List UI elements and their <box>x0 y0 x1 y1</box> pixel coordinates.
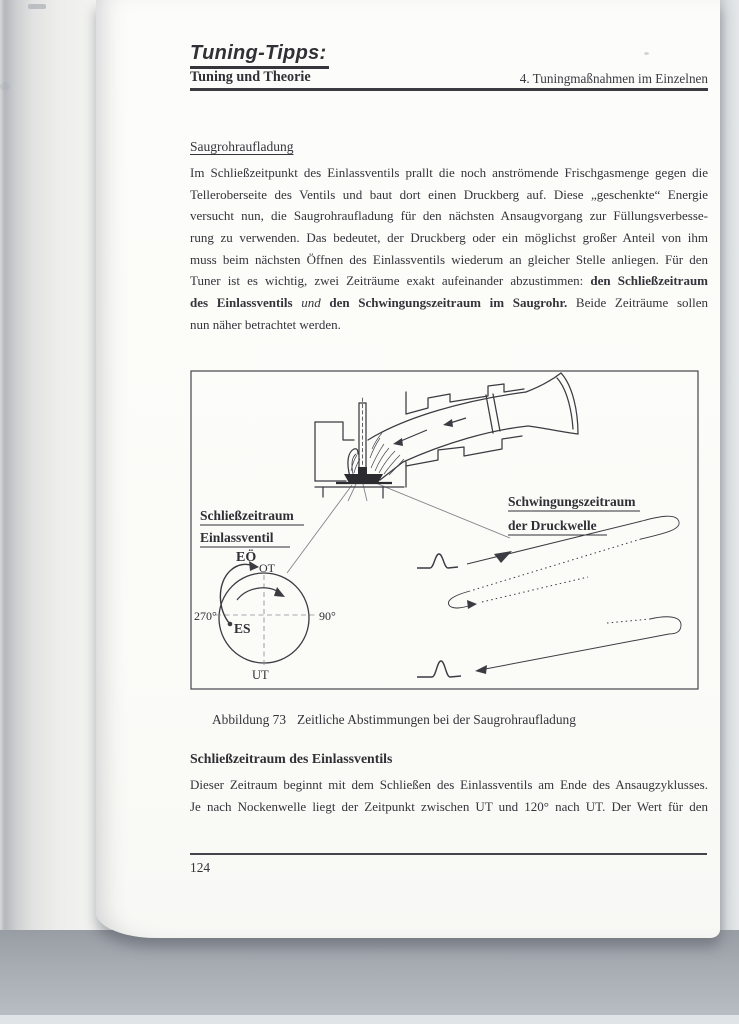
wave-turn-3 <box>650 617 681 634</box>
scan-right-shadow <box>720 0 739 1024</box>
text-line: Je nach Nockenwelle liegt der Zeitpunkt zwischen UT und 120° nach UT. Der Wert für den <box>190 798 708 814</box>
wave-arrowhead-return <box>475 665 487 674</box>
valve-head <box>344 467 383 483</box>
scan-artifact <box>644 52 649 55</box>
paragraph-1 <box>190 162 708 336</box>
scan-artifact <box>28 4 46 9</box>
book-page <box>96 0 720 938</box>
dial-label-90: 90° <box>319 609 336 623</box>
rotation-arrow <box>237 588 280 600</box>
valve-label-line1: Schließzeitraum <box>200 508 294 523</box>
valve-label-line2: Einlassventil <box>200 530 274 545</box>
text-line: Dieser Zeitraum beginnt mit dem Schließen des Einlassventils am Ende des Ansaugzyklusses. <box>190 777 708 792</box>
scan-left-shadow <box>0 0 96 1024</box>
article-heading: Saugrohraufladung <box>190 139 294 154</box>
wave-label-line2: der Druckwelle <box>508 518 597 533</box>
pressure-pulse-1 <box>417 554 458 568</box>
trumpet-bell <box>526 373 561 392</box>
wave-turn-1 <box>641 516 679 539</box>
text-line: Telleroberseite des Ventils und baut dort einen Druckberg auf. Diese „geschenkte“ Energie <box>190 186 708 202</box>
brand-title: Tuning-Tipps: <box>190 42 329 69</box>
footer-rule <box>190 853 707 855</box>
leader-lines <box>287 484 510 573</box>
text-line: Tuner ist es wichtig, zwei Zeiträume exakt aufeinander abzustimmen: den Schließzeitraum <box>190 273 709 289</box>
article-subheading: Schließzeitraum des Einlassventils <box>190 751 393 766</box>
header-rule <box>190 88 708 91</box>
dial-label-es: ES <box>234 621 251 636</box>
paragraph-2 <box>190 774 708 817</box>
caption-text: Zeitliche Abstimmungen bei der Saugrohraufladung <box>297 712 576 727</box>
wave-arrowhead-turn <box>467 600 477 609</box>
wave-arrowhead-out <box>494 551 512 563</box>
port-lower-wall <box>403 426 528 462</box>
header-chapter: 4. Tuningmaßnahmen im Einzelnen <box>519 71 708 86</box>
crank-angle-dial <box>194 508 336 682</box>
figure-73 <box>190 370 699 690</box>
dial-label-ot: OT <box>259 561 275 575</box>
text-line: rung zu verwenden. Das bedeutet, der Druckberg oder ein möglichst großer Anteil von ihm <box>190 230 708 246</box>
dial-label-ut: UT <box>252 668 269 682</box>
text-line: versucht nun, die Saugrohraufladung für den nächsten Ansaugvorgang zur Füllungsverbesse- <box>190 208 708 224</box>
text-line: muss beim nächsten Öffnen des Einlassventils wiederum an gleicher Stelle anliegen. Für den <box>190 251 708 267</box>
scan-artifact <box>0 82 10 91</box>
text-line: nun näher betrachtet werden. <box>190 316 341 332</box>
dial-label-270: 270° <box>194 609 217 623</box>
port-upper-wall <box>368 392 526 440</box>
text-line: des Einlassventils und den Schwingungszeitraum im Saugrohr. Beide Zeiträume sollen <box>190 295 708 311</box>
page-number: 124 <box>190 860 211 875</box>
pressure-wave-diagram <box>417 494 681 677</box>
header-section: Tuning und Theorie <box>190 69 311 85</box>
scan-bottom-shadow <box>0 930 739 1016</box>
pressure-pulse-2 <box>417 661 461 677</box>
scan-bottom-strip <box>0 1015 739 1024</box>
figure-caption <box>212 712 576 728</box>
dial-label-eo: EÖ <box>236 550 257 565</box>
wave-label-line1: Schwingungszeitraum <box>508 494 636 509</box>
text-line: Im Schließzeitpunkt des Einlassventils prallt die noch anströmende Frischgasmenge gegen die <box>190 165 708 180</box>
caption-label: Abbildung 73 <box>212 712 287 727</box>
figure-diagram <box>190 370 699 690</box>
